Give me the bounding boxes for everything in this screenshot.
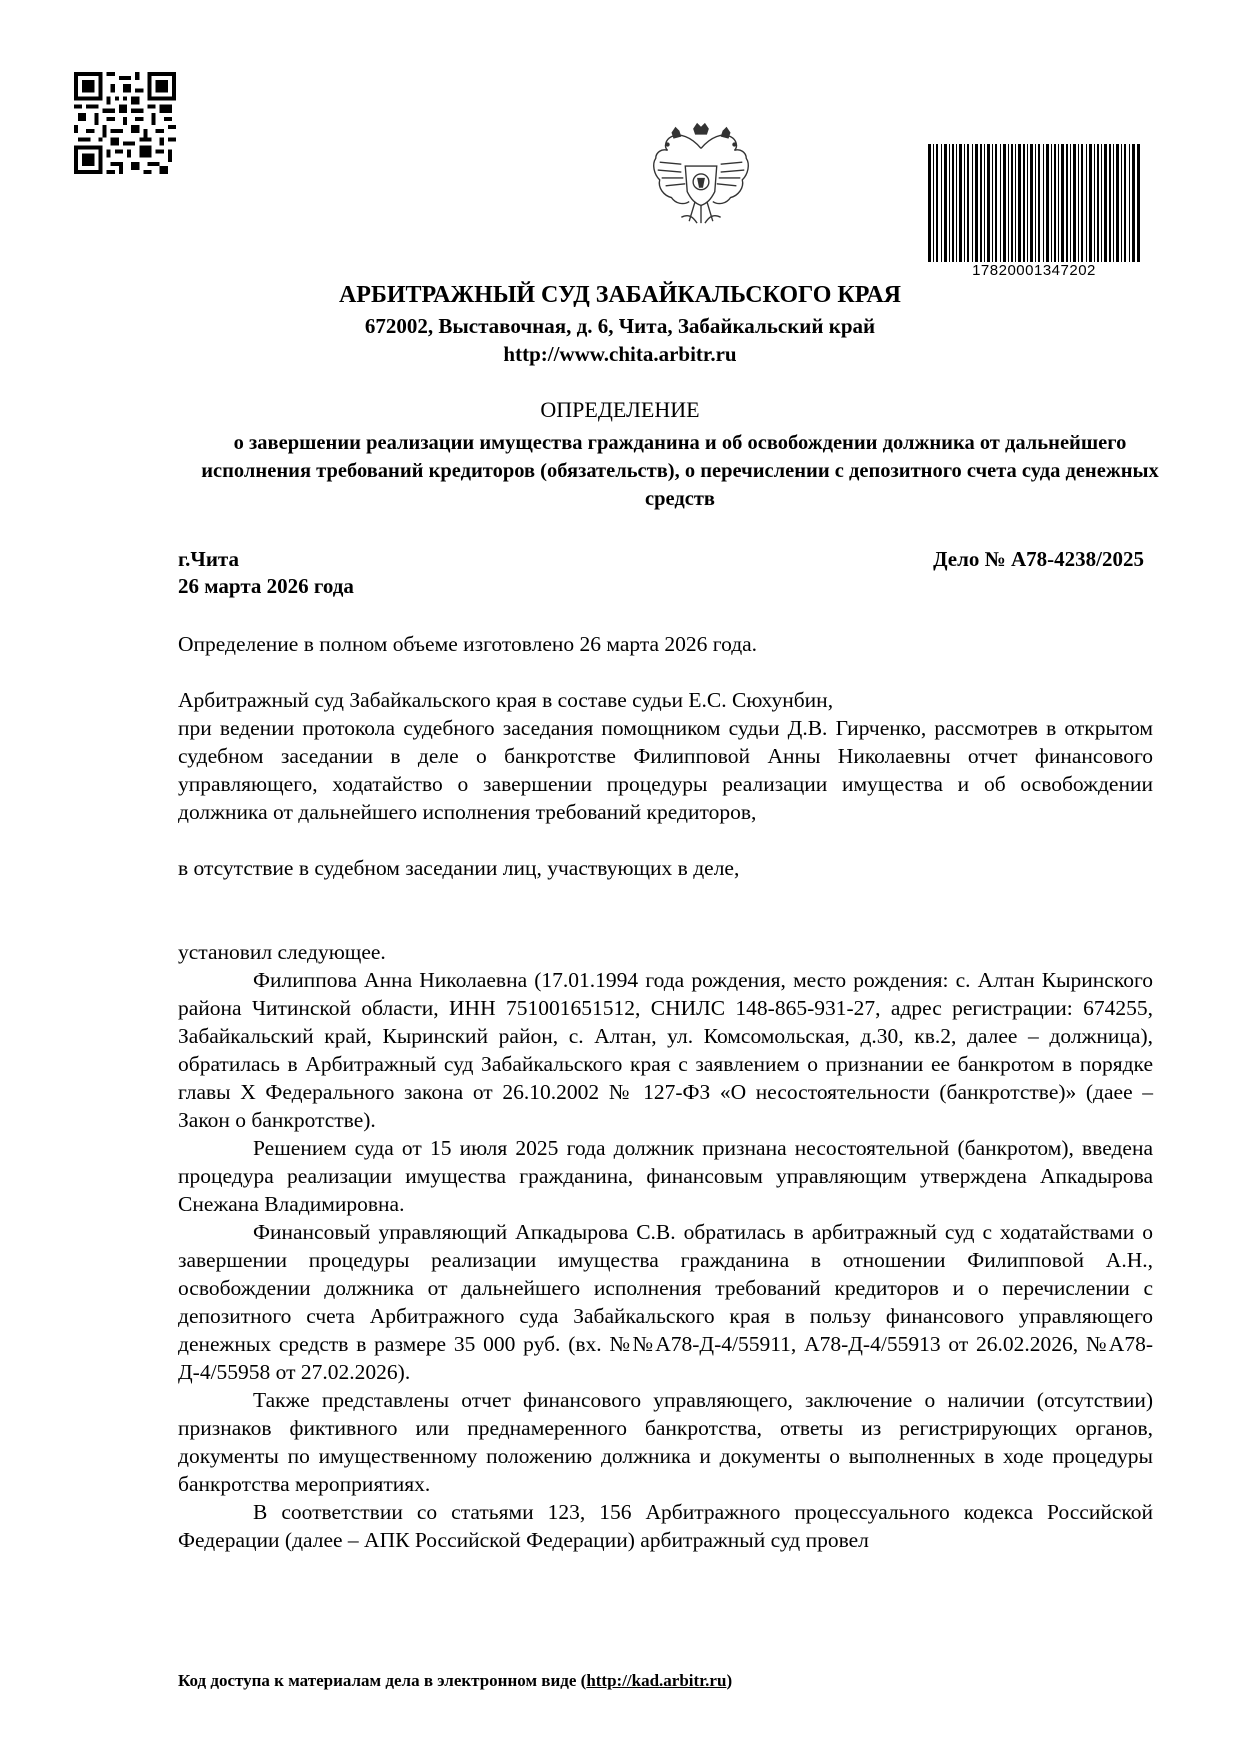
coat-of-arms-emblem — [642, 118, 760, 228]
document-body — [178, 630, 1153, 1554]
city: г.Чита — [178, 547, 240, 571]
paragraph: Арбитражный суд Забайкальского края в составе судьи Е.С. Сюхунбин, — [178, 688, 834, 712]
paragraph: в отсутствие в судебном заседании лиц, участвующих в деле, — [178, 856, 740, 880]
barcode — [928, 144, 1140, 262]
paragraph: Филиппова Анна Николаевна (17.01.1994 года рождения, место рождения: с. Алтан Кыринского района Читинской области, ИНН 751001651512, СНИЛС 148-865-931-27, адрес регистрации: 674255, Забайкальский край, Кыринский район, с. Алтан, ул. Комсомольская, д.30, кв.2, далее – должница), обратилась в Арбитражный суд Забайкальского края с заявлением о признании ее банкротом в порядке главы X Федерального закона от 26.10.2002 № 127-ФЗ «О несостоятельности (банкротстве)» (даее – Закон о банкротстве). — [178, 968, 1153, 1132]
court-address: 672002, Выставочная, д. 6, Чита, Забайкальский край — [364, 314, 876, 338]
document-type: ОПРЕДЕЛЕНИЕ — [540, 397, 700, 422]
case-number: Дело № А78-4238/2025 — [933, 547, 1144, 571]
kad-link[interactable]: http://kad.arbitr.ru — [586, 1671, 727, 1690]
footer-close: ) — [726, 1671, 733, 1690]
paragraph: Решением суда от 15 июля 2025 года должник признана несостоятельной (банкротом), введена процедура реализации имущества гражданина, финансовым управляющим утверждена Апкадырова Снежана Владимировна. — [178, 1136, 1153, 1216]
document-subject: о завершении реализации имущества гражданина и об освобождении должника от дальнейшего исполнения требований кредиторов (обязательств), о перечислении с депозитного счета суда денежных средств — [201, 432, 1159, 510]
qr-code — [74, 72, 176, 174]
paragraph: В соответствии со статьями 123, 156 Арбитражного процессуального кодекса Российской Федерации (далее – АПК Российской Федерации) арбитражный суд провел — [178, 1500, 1153, 1552]
court-website: http://www.chita.arbitr.ru — [503, 342, 737, 366]
barcode-number: 17820001347202 — [972, 262, 1096, 279]
paragraph: Также представлены отчет финансового управляющего, заключение о наличии (отсутствии) признаков фиктивного или преднамеренного банкротства, ответы из регистрирующих органов, документы по имущественному положению должника и документы о выполненных в ходе процедуры банкротства мероприятиях. — [178, 1388, 1153, 1496]
court-name: АРБИТРАЖНЫЙ СУД ЗАБАЙКАЛЬСКОГО КРАЯ — [338, 282, 902, 308]
footer-access-code — [178, 1671, 732, 1691]
footer-text: Код доступа к материалам дела в электронном виде ( — [178, 1671, 587, 1690]
paragraph: при ведении протокола судебного заседания помощником судьи Д.В. Гирченко, рассмотрев в открытом судебном заседании в деле о банкротстве Филипповой Анны Николаевны отчет финансового управляющего, ходатайство о завершении процедуры реализации имущества и об освобождении должника от дальнейшего исполнения требований кредиторов, — [178, 716, 1153, 824]
paragraph: Финансовый управляющий Апкадырова С.В. обратилась в арбитражный суд с ходатайствами о завершении процедуры реализации имущества гражданина в отношении Филипповой А.Н., освобождении должника от дальнейшего исполнения требований кредиторов и о перечислении с депозитного счета Арбитражного суда Забайкальского края в пользу финансового управляющего денежных средств в размере 35 000 руб. (вх. №№А78-Д-4/55911, А78-Д-4/55913 от 26.02.2026, №А78-Д-4/55958 от 27.02.2026). — [178, 1220, 1153, 1384]
paragraph: установил следующее. — [178, 940, 386, 964]
document-date: 26 марта 2026 года — [178, 574, 354, 598]
paragraph: Определение в полном объеме изготовлено 26 марта 2026 года. — [178, 632, 758, 656]
